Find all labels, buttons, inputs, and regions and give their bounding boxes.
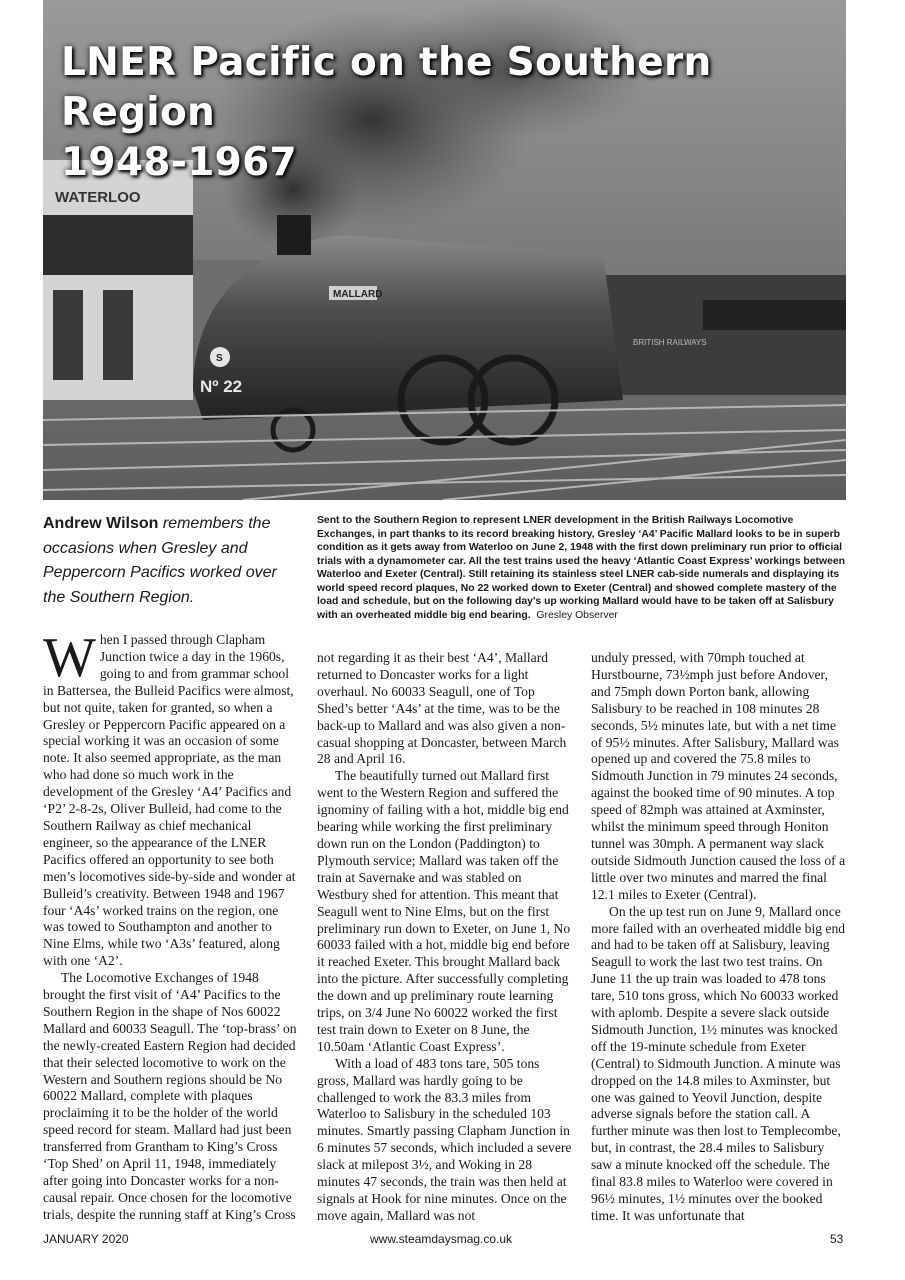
paragraph-text: hen I passed through Clapham Junction twice a day in the 1960s, going to and from grammar school in Battersea, the Bulleid Pacifics were almost, but not quite, taken for granted, so when a Gresley or Peppercorn Pacific appeared on a special working it was an occasion of some note. It also seemed appropriate, as the man who had done so much work in the development of the Gresley ‘A4’ Pacifics and ‘P2’ 2-8-2s, Oliver Bulleid, had come to the Southern Railway as chief mechanical engineer, so the appearance of the LNER Pacifics offered an opportunity to see both men’s locomotives side-by-side and wonder at Bulleid’s creativity. Between 1948 and 1967 four ‘A4s’ worked trains on the region, one was towed to Southampton and another to Nine Elms, while two ‘A3s’ featured, along with one ‘A2’. xyxy=(43,632,296,969)
station-sign: WATERLOO xyxy=(55,189,141,206)
page-number: 53 xyxy=(830,1232,844,1246)
paragraph xyxy=(43,627,299,970)
nameplate: MALLARD xyxy=(333,289,383,300)
issue-date: JANUARY 2020 xyxy=(43,1232,129,1246)
drop-cap: W xyxy=(43,627,96,689)
column-1 xyxy=(43,627,299,1224)
title-line-2: 1948-1967 xyxy=(61,140,297,185)
route-disc: S xyxy=(216,353,223,364)
hero-photo xyxy=(43,0,846,500)
standfirst-text: remembers the occasions when Gresley and Peppercorn Pacifics worked over the Southern Region. xyxy=(43,515,277,606)
article-title xyxy=(61,38,846,188)
tender-lettering: BRITISH RAILWAYS xyxy=(633,338,707,347)
website-link[interactable]: www.steamdaysmag.co.uk xyxy=(370,1232,513,1246)
photo-credit: Gresley Observer xyxy=(536,609,618,621)
paragraph: The beautifully turned out Mallard first went to the Western Region and suffered the ignominy of failing with a hot, middle big end bearing while working the first preliminary down run on the London (Paddington) to Plymouth service; Mallard was taken off the train at Savernake and was stabled on Westbury shed for attention. This meant that Seagull went to Nine Elms, but on the first preliminary run down to Exeter, on June 1, No 60033 failed with a hot, middle big end before it reached Exeter. This brought Mallard back into the picture. After successfully completing the down and up preliminary route learning trips, on 3/4 June No 60022 worked the first test train down to Exeter on 8 June, the 10.50am ‘Atlantic Coast Express’. xyxy=(317,768,571,1054)
signal-box xyxy=(43,160,193,400)
title-line-1: LNER Pacific on the Southern Region xyxy=(61,40,712,135)
standfirst xyxy=(43,512,298,610)
column-2 xyxy=(317,650,573,1225)
column-3 xyxy=(591,650,847,1225)
paragraph: The Locomotive Exchanges of 1948 brought the first visit of ‘A4’ Pacifics to the Southern Region in the shape of Nos 60022 Mallard and 60033 Seagull. The ‘top-brass’ on the newly-created Eastern Region had decided that their selected locomotive to work on the Western and Southern regions should be No 60022 Mallard, complete with plaques proclaiming it to be the holder of the world speed record for steam. Mallard had just been transferred from Grantham to King’s Cross ‘Top Shed’ on April 11, 1948, immediately after going into Doncaster works for a non-causal repair. Once chosen for the locomotive trials, despite the running staff at King’s Cross xyxy=(43,970,297,1222)
paragraph: unduly pressed, with 70mph touched at Hurstbourne, 73½mph just before Andover, and 75mph down Porton bank, allowing Salisbury to be reached in 108 minutes 28 seconds, 5½ minutes late, but with a net time of 95½ minutes. After Salisbury, Mallard was opened up and covered the 75.8 miles to Sidmouth Junction in 79 minutes 24 seconds, against the booked time of 90 minutes. A top speed of 82mph was attained at Axminster, whilst the minimum speed through Honiton tunnel was 30mph. A permanent way slack outside Sidmouth Junction caused the loss of a little over two minutes and marred the final 12.1 miles to Exeter (Central). xyxy=(591,650,846,902)
paragraph: not regarding it as their best ‘A4’, Mallard returned to Doncaster works for a light overhaul. No 60033 Seagull, one of Top Shed’s better ‘A4s’ at the time, was to be the back-up to Mallard and was also given a non-casual shopping at Doncaster, between March 28 and April 16. xyxy=(317,650,567,767)
author-name: Andrew Wilson xyxy=(43,515,159,532)
paragraph: With a load of 483 tons tare, 505 tons gross, Mallard was hardly going to be challenged to work the 83.3 miles from Waterloo to Salisbury in the scheduled 103 minutes. Smartly passing Clapham Junction in 6 minutes 57 seconds, which included a severe slack at milepost 3½, and Woking in 28 minutes 47 seconds, the train was then held at signals at Hook for nine minutes. Once on the move again, Mallard was not xyxy=(317,1055,572,1223)
caption-text: Sent to the Southern Region to represent LNER development in the British Railways Locomotive Exchanges, in part thanks to its record breaking history, Gresley ‘A4’ Pacific Mallard looks to be in superb condition as it gets away from Waterloo on June 2, 1948 with the first down preliminary run prior to official trials with a dynamometer car. All the test trains used the heavy ‘Atlantic Coast Express’ workings between Waterloo and Exeter (Central). Still retaining its stainless steel LNER cab-side numerals and displaying its world speed record plaques, No 22 worked down to Exeter (Central) and showed complete mastery of the load and schedule, but on the following day’s up working Mallard would have to be taken off at Salisbury with an overheated middle big end bearing. xyxy=(317,515,845,621)
cab-number: Nº 22 xyxy=(200,377,243,396)
photo-caption xyxy=(317,514,847,622)
paragraph: On the up test run on June 9, Mallard once more failed with an overheated middle big end and had to be taken off at Salisbury, leaving Seagull to work the last two test trains. On June 11 the up train was loaded to 478 tons tare, 510 tons gross, which No 60033 worked with aplomb. Despite a severe slack outside Sidmouth Junction, 1½ minutes was knocked off the 19-minute schedule from Exeter (Central) to Sidmouth Junction. A minute was dropped on the 14.8 miles to Axminster, but one was gained to Yeovil Junction, despite adverse signals before the station call. A further minute was then lost to Templecombe, but, in contrast, the 28.4 miles to Salisbury saw a minute knocked off the schedule. The final 83.8 miles to Waterloo were covered in 96½ minutes, 1½ minutes over the booked time. It was unfortunate that xyxy=(591,903,846,1223)
